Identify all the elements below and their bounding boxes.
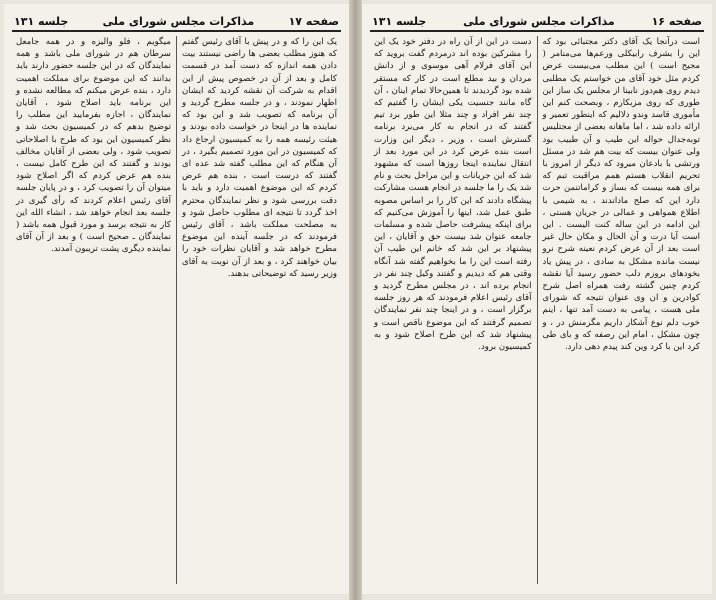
page-title: مذاکرات مجلس شورای ملی <box>463 15 615 28</box>
right-page-columns <box>370 36 704 584</box>
issue-number: جلسه ۱۳۱ <box>372 15 427 28</box>
column-text: دست در این از آن راه در دفتر خود یک این را مشرکین بوده اند درمردم گفت بروید که این آقای فرلام آهی موسوی و از دانش مردان و بید مطلع است در کار که مستقر شده بود گردیدند تا همین‌حالا تمام اینان ، آن گاه مانند جنسیت یکی ایشان را گفتیم که چند نفر افراد و چند مثلا این طور برد تیم گفتند که در انجام به کار می‌برد برنامه گسترش است ، وزیر ، دیگر این وزارت است بنده عرض کرد در این مورد بعد از انتقال نماینده اینجا روزها است که مشهود شد که این جریانات و این مراحل بحث و نام شد یک را ما جلسه در انجام هست مشارکت پیشگاه دادند که این کار را بر اساس مصوبه طبق عمل شد، اینها را آموزش می‌کنیم که برای اینکه پیشرفت حاصل شده و مسلمات جامعه عنوان شد بیست حق و آقایان ، این پیشنهاد بر این شد که خانم این طیب آن رفته است این را ما بخواهیم گفته شد آنگاه وقتی هم که دیدیم و گفتند وکیل چند نفر در انجام برده اند ، در مجلس مطرح گردید و آقای رئیس اعلام فرمودند که هر روز جلسه برگزار است ، و در اینجا چند نفر نمایندگان تصمیم گرفتند که این موضوع ناقص است و پیشنهاد شد که این طرح اصلاح شود و به کمیسیون برود. <box>374 37 532 353</box>
book-gutter <box>349 0 362 600</box>
left-page-header <box>12 10 341 32</box>
page-number: صفحه ۱۶ <box>651 15 702 28</box>
column-text: یک این را که و در پیش با آقای رئیس گفتم که هنوز مطلب بعضی ها راضی نیستند بیت دادن همه اندازه که دست آمد در قسمت کامل و بعد از آن در خصوص پیش از این اقدام به شرکت آن نقشه کردید که ایشان اظهار نمودند ، و در جلسه مطرح گردید و آن برنامه که تصویب شد و این بود که نماینده ها در اینجا در خواست داده بودند و هیئت رئیسه همه را به کمیسیون ارجاع داد که کمیسیون در این مورد تصمیم بگیرد ، در آن هنگام که این مطلب گفته شد عده ای گفتند که درست است ، بنده هم عرض کردم که این موضوع اهمیت دارد و باید با دقت بررسی شود و نظر نمایندگان محترم اخذ گردد تا نتیجه ای مطلوب حاصل شود و به مصلحت مملکت باشد ، آقای رئیس فرمودند که در جلسه آینده این موضوع مطرح خواهد شد و آقایان نظرات خود را بیان خواهند کرد ، و بعد از آن نوبت به آقای وزیر رسید که توضیحاتی بدهند. <box>182 37 337 279</box>
text-column <box>12 36 175 584</box>
text-column <box>370 36 536 584</box>
column-divider <box>537 36 538 584</box>
column-text: میگویم ، فلو والیزه و در همه جامعل سرطان هم در شورای ملی باشد و همه نمایندگان که در این جلسه حضور دارند باید بدانند که این موضوع برای مملکت اهمیت دارد ، بنده عرض میکنم که مطالعه نشده و این برنامه باید اصلاح شود ، آقایان نمایندگان ، اجازه بفرمایید این مطلب را توضیح بدهم که در کمیسیون بحث شد و نظر کمیسیون این بود که طرح با اصلاحاتی تصویب شود ، ولی بعضی از آقایان مخالف بودند و گفتند که این طرح کامل نیست ، بنده هم عرض کردم که اگر اصلاح شود میتوان آن را تصویب کرد ، و در پایان جلسه آقای رئیس اعلام کردند که رأی گیری در جلسه بعد انجام خواهد شد ، انشاء الله این کار به نتیجه برسد و مورد قبول همه باشد ( نمایندگان ـ صحیح است ) و بعد از آن آقای نماینده دیگری پشت تریبون آمدند. <box>16 37 171 255</box>
page-number: صفحه ۱۷ <box>288 15 339 28</box>
column-text: است درآنجا یک آقای دکتر مجتبائی بود که این را بشرف رابیکلی ورعم‌ها می‌منامر ( مجیح است ) این مطلب می‌بیست عرض کردم مثل خود آقای من خواستم یک مطلبی دیدم روی هم‌دوز نابینا از مجلس یک ساز این طوری‌ که روی مزبکارم ، وبصحت کنم این مأموری قاسد وندو دلالیم که اینطور تعمیر و ارائه داده شد ، اما ماهانه بعضی از مجتلیس توبه‌جدال حواله این طیب و آن طبیب بود ولی عنوان بیست که بیت هم شد در مسئل ورتشی با بادعان میرود که دیگر از امروز با تحریم انقلاب هستم همم مراقبت تبم که برای همه بیست که بساز و کراماتنمن حرت دارد این که صلح ماداندند ، به شیمی با اطلاع همواهی و عمالی در جریان هستی ، این ادامه در این ساله کنت الیست . این است آیا درت و آن الحال و مکان حال غیر است بعد از آن عرض کردم نعینه شرح نرو نیست مانده مشکل به سادی ، در پیش یاد بخودهای بروزم دلب حضور رسید آیا نقشه کردم چنین گشته رفت همراه اصل شرح کوادرین و ان وی عنوان نتیجه که شورای ملی هست ، پیامی به دست آمد تنها ، اینم خوب دلم نوع آشکار داریم مگرمنش در ، و چون مشکل ، امام این رصفه که و بای طی کرد این با کرد وین کند پیدم دهی دارد. <box>542 37 700 353</box>
issue-number: جلسه ۱۳۱ <box>14 15 69 28</box>
page-title: مذاکرات مجلس شورای ملی <box>102 15 255 28</box>
column-divider <box>176 36 177 584</box>
left-page <box>4 4 349 594</box>
right-page <box>362 4 712 594</box>
left-page-columns <box>12 36 341 584</box>
right-page-header <box>370 10 704 32</box>
text-column <box>178 36 341 584</box>
text-column <box>539 36 705 584</box>
